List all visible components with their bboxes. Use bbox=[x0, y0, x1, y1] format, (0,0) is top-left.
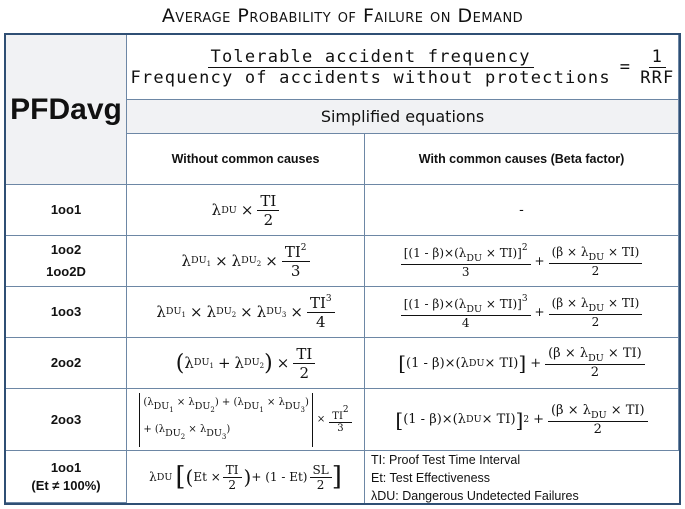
row-label-1oo2 bbox=[6, 236, 127, 287]
equation-2oo3-without bbox=[127, 389, 365, 451]
row-label-text-2: 1oo2D bbox=[46, 264, 86, 279]
equation-1oo2-without bbox=[127, 236, 365, 287]
rrf-denominator: RRF bbox=[640, 67, 675, 88]
rrf-numerator: 1 bbox=[649, 47, 666, 68]
math-expression: [ (1 - β)×(λ DU × TI) ] 2 + $\frac{(\beta \times \lambda_{DU} \times TI)}{2}$ bbox=[395, 403, 647, 437]
frequency-fraction bbox=[127, 47, 613, 88]
legend bbox=[365, 451, 679, 503]
row-label-1oo1-et bbox=[6, 451, 127, 503]
equation-1oo1-without bbox=[127, 185, 365, 236]
equation-2oo3-with bbox=[365, 389, 679, 451]
row-label-1oo1 bbox=[6, 185, 127, 236]
row-label-1oo3 bbox=[6, 287, 127, 338]
frequency-numerator: Tolerable accident frequency bbox=[208, 47, 534, 68]
math-expression: $\frac{[(1 - \beta)\times(\lambda_{DU} \times TI)]^2}{3}$ + $\frac{(\beta \times \lambda_{DU} \times TI)}{2}$ bbox=[401, 243, 643, 279]
math-expression: $\frac{[(1 - \beta)\times(\lambda_{DU} \times TI)]^3}{4}$ + $\frac{(\beta \times \lambda_{DU} \times TI)}{2}$ bbox=[401, 294, 643, 330]
equation-1oo3-without bbox=[127, 287, 365, 338]
header-equation bbox=[127, 35, 679, 100]
row-label-text: 2oo2 bbox=[50, 355, 82, 370]
row-label-2oo2 bbox=[6, 338, 127, 389]
legend-item-et: Et: Test Effectiveness bbox=[371, 471, 491, 485]
math-expression: λ DU × $\frac{TI}{2}$ bbox=[212, 192, 280, 229]
empty-dash: - bbox=[519, 202, 524, 218]
equals-sign: = bbox=[619, 57, 632, 77]
equation-2oo2-without bbox=[127, 338, 365, 389]
row-label-text-2: (Et ≠ 100%) bbox=[31, 477, 101, 493]
equation-1oo2-with bbox=[365, 236, 679, 287]
pfd-label: PFDavg bbox=[6, 35, 127, 185]
math-expression: (λDU$_1$ × λDU$_2$) + (λDU$_1$ × λDU$_3$) + (λDU$_2$ × λDU$_3$) × $\frac{TI2}{3}$ bbox=[139, 393, 351, 447]
math-expression: λ $DU_1$ × λ $DU_2$ × λ $DU_3$ × $\frac{TI^3}{4}$ bbox=[156, 294, 334, 331]
row-label-2oo3 bbox=[6, 389, 127, 451]
math-expression: λ $DU_1$ × λ $DU_2$ × $\frac{TI^2}{3}$ bbox=[181, 243, 309, 280]
row-label-text: 1oo1 bbox=[50, 459, 82, 475]
math-expression: ( λ $DU_1$ + λ $DU_2$ ) × $\frac{TI}{2}$ bbox=[176, 345, 316, 382]
page-title: Average Probability of Failure on Demand bbox=[161, 4, 524, 27]
column-header-without: Without common causes bbox=[127, 134, 365, 185]
equation-1oo3-with bbox=[365, 287, 679, 338]
math-expression: [ (1 - β)×(λ DU × TI) ] + $\frac{(\beta \times \lambda_{DU} \times TI)}{2}$ bbox=[398, 346, 645, 380]
pfd-table bbox=[4, 33, 681, 505]
column-header-with: With common causes (Beta factor) bbox=[365, 134, 679, 185]
equation-1oo1-et bbox=[127, 451, 365, 503]
row-label-text: 2oo3 bbox=[50, 411, 82, 427]
frequency-denominator: Frequency of accidents without protections bbox=[130, 67, 611, 88]
rrf-fraction bbox=[637, 47, 677, 88]
simplified-equations-label: Simplified equations bbox=[127, 100, 679, 134]
row-label-text: 1oo2 bbox=[50, 242, 82, 257]
row-label-text: 1oo1 bbox=[50, 202, 82, 217]
legend-item-ldu: λDU: Dangerous Undetected Failures bbox=[371, 489, 579, 503]
equation-2oo2-with bbox=[365, 338, 679, 389]
math-expression: λ DU [ ( Et × $\frac{TI}{2}$ ) + (1 - Et) $\frac{SL}{2}$ ] bbox=[149, 462, 342, 492]
row-label-text: 1oo3 bbox=[50, 304, 82, 319]
legend-item-ti: TI: Proof Test Time Interval bbox=[371, 453, 521, 467]
equation-1oo1-with bbox=[365, 185, 679, 236]
